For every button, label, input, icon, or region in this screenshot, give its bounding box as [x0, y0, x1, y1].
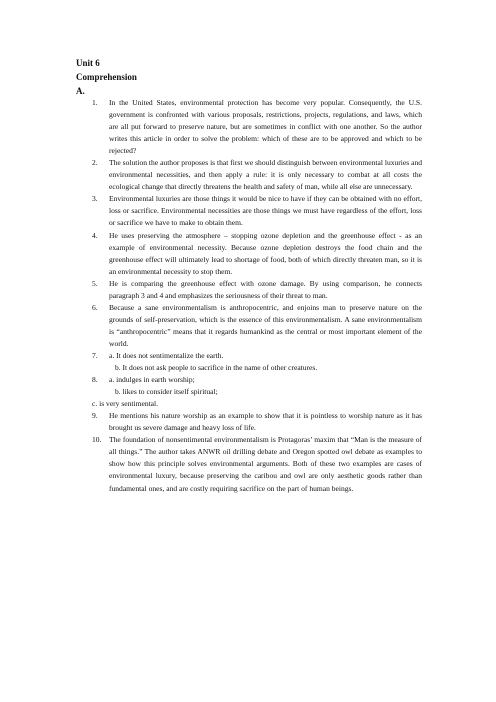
answer-item-2 [92, 157, 422, 193]
item-number: 9. [92, 411, 98, 421]
answer-item-8 [92, 374, 422, 410]
item-number: 1. [92, 98, 98, 107]
sub-answer-a: a. indulges in earth worship; [109, 375, 195, 385]
item-number: 3. [92, 194, 98, 204]
item-number: 2. [92, 158, 98, 168]
item-number: 5. [92, 278, 98, 288]
sub-answer-b: b. likes to consider itself spiritual; [115, 387, 218, 397]
item-number: 8. [92, 375, 98, 385]
answer-item-5 [92, 278, 422, 302]
item-number: 10. [92, 435, 102, 445]
sub-answer-b: b. It does not ask people to sacrifice in the name of other creatures. [115, 363, 318, 373]
item-text: He is comparing the greenhouse effect with ozone damage. By using comparison, he connects paragraph 3 and 4 and emphasizes the seriousness of their threat to man. [109, 278, 422, 300]
item-text: Environmental luxuries are those things it would be nice to have if they can be obtained with no effort, loss or sacrifice. Environmental necessities are those things we must have regardless of the effort, loss or sacrifice we have to make to obtain them. [109, 194, 422, 228]
item-text: Because a sane environmentalism is anthropocentric, and enjoins man to preserve nature on the grounds of self-preservation, which is the essence of this environmentalism. A sane environmentalism is “anthropocentric” means that it regards humankind as the central or most important element of the world. [109, 302, 422, 348]
part-label: A. [76, 86, 85, 96]
sub-answer-a: a. It does not sentimentalize the earth. [109, 350, 224, 360]
answer-item-6 [92, 302, 422, 350]
section-title: Comprehension [76, 72, 137, 82]
answer-item-3 [92, 193, 422, 229]
item-number: 7. [92, 350, 98, 360]
answer-item-1 [92, 97, 422, 157]
sub-answer-c: c. is very sentimental. [92, 399, 159, 409]
answer-item-4 [92, 230, 422, 278]
item-number: 6. [92, 302, 98, 312]
item-text: In the United States, environmental protection has become very popular. Consequently, the U.S. government is confronted with various proposals, restrictions, projects, regulations, and laws, which are all put forward to preserve nature, but are sometimes in conflict with one another. So the author writes this article in order to solve the problem: which of these are to be approved and which to be rejected? [109, 98, 422, 156]
item-number: 4. [92, 230, 98, 240]
unit-title: Unit 6 [76, 58, 100, 68]
item-text: The foundation of nonsentimental environmentalism is Protagoras’ maxim that “Man is the measure of all things.” The author takes ANWR oil drilling debate and Oregon spotted owl debate as examples to show how this principle solves environmental arguments. Both of these two examples are cases of environmental luxury, because preserving the caribou and owl are only aesthetic goods rather than fundamental ones, and are costly requiring sacrifice on the part of human beings. [109, 435, 422, 493]
answer-list [92, 97, 422, 495]
item-text: The solution the author proposes is that first we should distinguish between environmental luxuries and environmental necessities, and then apply a rule: it is only necessary to combat at all costs the ecological change that directly threatens the health and safety of man, while all else are unnecessary. [109, 158, 422, 192]
item-text: He uses preserving the atmosphere – stopping ozone depletion and the greenhouse effect - as an example of environmental necessity. Because ozone depletion destroys the food chain and the greenhouse effect will ultimately lead to shortage of food, both of which directly threaten man, so it is an environmental necessity to stop them. [109, 230, 422, 276]
item-text: He mentions his nature worship as an example to show that it is pointless to worship nature as it has brought us severe damage and heavy loss of life. [109, 411, 422, 433]
answer-item-10 [92, 434, 422, 494]
answer-item-9 [92, 410, 422, 434]
answer-item-7 [92, 350, 422, 374]
